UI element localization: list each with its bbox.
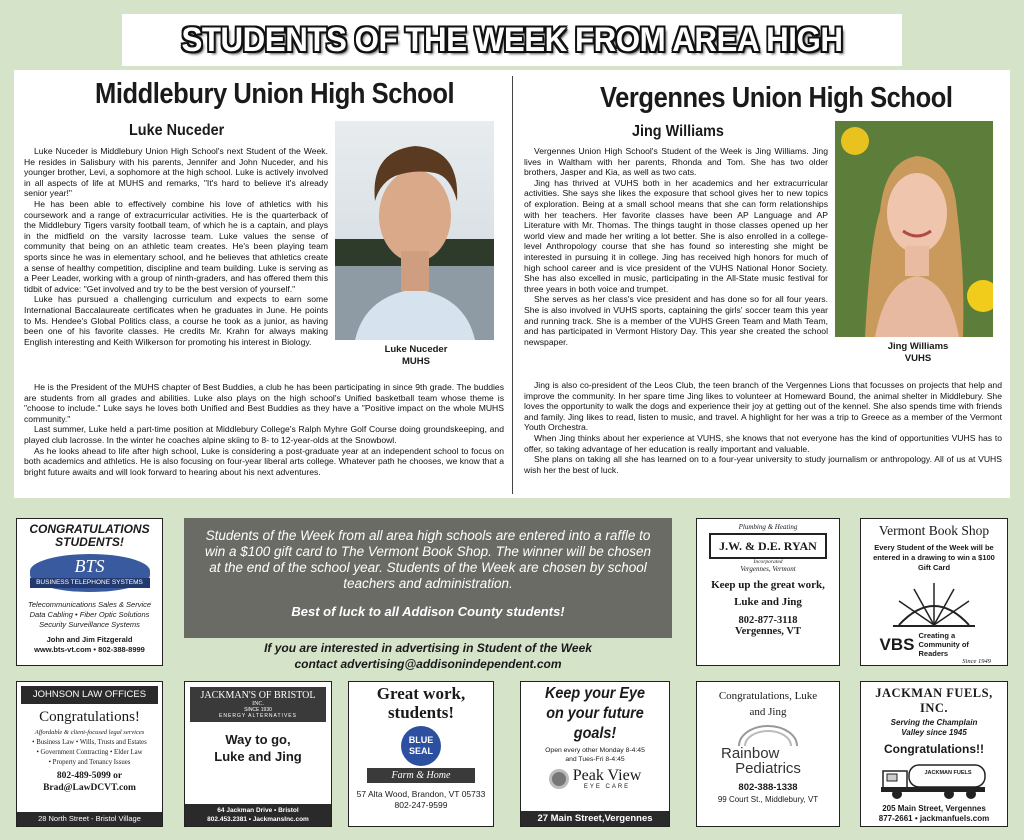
peakview-heading: Keep your Eye on your future goals! [544,685,646,742]
bts-logo-text: BTS [74,556,105,576]
rainbow-phone: 802-388-1338 [738,782,798,793]
blueseal-heading: Great work, students! [376,684,466,722]
peakview-address: 27 Main Street,Vergennes [521,811,669,826]
caption-name: Luke Nuceder [384,344,448,355]
rainbow-address: 99 Court St., Middlebury, VT [717,795,819,804]
advertising-note [184,640,672,672]
left-paragraph: As he looks ahead to life after high school, Luke is considering a post-graduate year at an independent school to focus on both academics and athletics. He is also focusing on four-year liberal arts college. Whatever path he chooses, we know that a bright future awaits and will look forward to hearing about his next adventures. [24,445,504,477]
advertising-line1: If you are interested in advertising in Student of the Week [264,641,592,655]
peakview-hours: and Tues-Fri 8-4:45 [565,756,625,763]
vbs-logo: VBS [879,634,915,654]
ryan-message: Keep up the great work, Luke and Jing [711,579,825,608]
luke-caption [360,344,472,368]
peakview-logo: Peak View [572,767,642,784]
raffle-box [184,518,672,638]
left-school-title: Middlebury Union High School [95,78,455,110]
ad-rainbow-pediatrics[interactable] [696,681,840,827]
bts-logo-sub: BUSINESS TELEPHONE SYSTEMS [30,578,150,588]
johnson-congrats: Congratulations! [39,709,140,725]
ryan-logo: J.W. & D.E. RYAN [709,533,827,559]
truck-label: JACKMAN FUELS [924,770,972,776]
left-paragraph: He has been able to effectively combine his love of athletics with his coursework and a range of extracurricular activities. He is the quarterback of the Middlebury Tigers varsity football team, of which he is a captain, and plays in the midfield on the varsity lacrosse team. Luke values the sense of community that being on an athletic team creates. He's been playing team sports since he was in elementary school, and he believes that athletics create a sense of healthy competition, discipline and team building. Luke is serving as a Peer Leader, working with a group of ninth-graders, and has offered them this tidbit of advice: "Get involved and try to be the best version of yourself." [24,198,328,294]
ad-jackman-fuels[interactable] [860,681,1008,827]
left-paragraph: Luke Nuceder is Middlebury Union High School's next Student of the Week. He resides in Salisbury with his parents, Jennifer and John Nuceder, and his younger brother, Levi, a sophomore at the high school. Luke is actively involved in all aspects of life at MUHS and remarks, "It's hard to believe it's already senior year!" [24,146,328,199]
right-paragraph: She plans on taking all she has learned on to a four-year university to study journalism or anthropology. All of us at VUHS wish her the best of luck. [524,454,1002,475]
left-article-top [24,146,328,347]
caption-school: VUHS [904,353,932,364]
bts-web[interactable]: www.bts-vt.com • 802-388-8999 [34,645,145,654]
right-article-top [524,146,828,347]
bts-service: Data Cabling • Fiber Optic Solutions [29,610,150,619]
rainbow-logo-2: Pediatrics [735,760,801,777]
jackmans-address: 64 Jackman Drive • Bristol [217,807,299,814]
ryan-town: Vergennes, VT [735,626,801,637]
ad-peak-view[interactable] [520,681,670,827]
peakview-sub: EYE CARE [583,784,631,790]
right-school-title: Vergennes Union High School [600,82,953,114]
bts-service: Telecommunications Sales & Service [27,600,152,609]
blueseal-logo: BLUE SEAL [401,726,441,766]
bts-service: Security Surveillance Systems [39,620,140,629]
ad-blue-seal[interactable] [348,681,494,827]
left-paragraph: He is the President of the MUHS chapter of Best Buddies, a club he has been participating in since 9th grade. The buddies are students from all grades and abilities. Luke also plays on the high school's Unified basketball team whose theme is "choose to include." Luke says he loves both Unified and Best Buddies as they have a "Positive impact on the whole MUHS community." [24,382,504,424]
jackmans-alt: ENERGY ALTERNATIVES [219,713,297,719]
fuels-title: JACKMAN FUELS, INC. [875,686,993,715]
jackmans-logo [190,687,326,722]
jackmans-inc: INC. [252,701,264,707]
vbs-since: Since 1949 [962,658,991,665]
fuels-address: 205 Main Street, Vergennes [882,804,986,813]
ryan-phone: 802-877-3118 [738,615,798,626]
ryan-arc-bottom: Vergennes, Vermont [740,565,796,573]
left-article-bottom [24,382,504,477]
rainbow-message: Congratulations, Luke and Jing [718,690,818,718]
column-divider [512,76,513,494]
right-paragraph: Jing has thrived at VUHS both in her academics and her extracurricular activities. She says she likes the exposure that school gives her to new topics of exploration. Being at a small school means that she can form relationships with her teachers. Her favorite classes have been AP Language and AP Literature with Mr. Thomas. The things taught in those classes opened up her world view and made her writing a lot better. She is also enrolled in a college-level Anthropology course that she has found so interesting she might be interested in pursuing it in college. Jing has received high honors for much of high school career and is vice president of the VUHS National Honor Society. She has also excelled in music, participating in the All-State music festival for three years in both voice and trumpet. [524,177,828,294]
ryan-arc-top: Plumbing & Heating [738,523,798,531]
ad-bts[interactable] [16,518,163,666]
left-paragraph: Luke has pursued a challenging curriculum and expects to earn some International Baccalaureate certificates when he graduates in June. He points to Ms. Hendee's Global Politics class, a course he took as a junior, as having been one of his favorite classes. He credits Mr. Krahn for always making English interesting and Keith Wilkerson for promoting his interest in Biology. [24,294,328,347]
jackmans-phone[interactable]: 802.453.2381 • JackmansInc.com [207,816,309,823]
raffle-text: Students of the Week from all area high schools are entered into a raffle to win a $100 gift card to The Vermont Book Shop. The winner will be chosen at the end of the school year. Students of the Week are chosen by school teachers and administration. [205,528,651,591]
eye-icon [549,769,569,789]
left-paragraph: Last summer, Luke held a part-time position at Middlebury College's Ralph Myhre Golf Course doing groundskeeping, and played club lacrosse. In the winter he coaches alpine skiing to 8- to 12-year-olds at the Snowbowl. [24,424,504,445]
bts-heading: CONGRATULATIONS STUDENTS! [29,522,150,549]
advertising-contact[interactable]: contact advertising@addisonindependent.com [294,657,562,671]
rainbow-icon [733,724,803,746]
ad-jackmans-of-bristol[interactable] [184,681,332,827]
right-paragraph: When Jing thinks about her experience at VUHS, she knows that not everyone has the kind of opportunities VUHS has to offer, so taking advantage of her education is really important and valuable. [524,432,1002,454]
fuels-congrats: Congratulations!! [884,742,984,756]
jing-photo [835,121,993,337]
johnson-subtitle: Affordable & client-focused legal services [34,729,145,736]
johnson-email[interactable]: Brad@LawDCVT.com [43,783,136,793]
fuels-subtitle: Serving the Champlain Valley since 1945 [890,718,978,737]
right-article-bottom [524,380,1002,475]
left-student-name: Luke Nuceder [129,122,225,139]
johnson-service: • Business Law • Wills, Trusts and Estates [32,739,147,746]
jackmans-message: Way to go, Luke and Jing [214,732,302,764]
caption-school: MUHS [402,356,430,367]
blueseal-address: 57 Alta Wood, Brandon, VT 05733 [356,789,486,799]
johnson-service: • Property and Tenancy Issues [48,759,131,766]
ad-johnson-law[interactable] [16,681,163,827]
right-paragraph: Jing is also co-president of the Leos Club, the teen branch of the Vergennes Lions that focusses on projects that help and improve the community. In her spare time Jing likes to volunteer at Homeward Bound, the animal shelter in Middlebury. She loves the opportunity to walk the dogs and experience their joy at getting out of the kennel. She also spends time with friends and family. Jing likes to read, listen to music, and travel. A highlight for her was a trip to Greece as a member of the Vermont Youth Orchestra. [524,380,1002,433]
jackmans-logo-text: JACKMAN'S OF BRISTOL [200,690,316,701]
banner-title: STUDENTS OF THE WEEK FROM AREA HIGH [181,21,843,59]
right-student-name: Jing Williams [632,123,724,140]
peakview-hours: Open every other Monday 8-4:45 [545,747,645,754]
luke-photo [335,121,494,340]
ad-vermont-book-shop[interactable] [860,518,1008,666]
right-paragraph: Vergennes Union High School's Student of the Week is Jing Williams. Jing lives in Waltham with her parents, Rhonda and Tom. She has two older brothers, Jasper and Kia, as well as two cats. [524,146,828,178]
johnson-phone: 802-489-5099 or [56,771,123,781]
vbs-tagline: Creating a Community of Readers [918,631,969,658]
caption-name: Jing Williams [887,341,949,352]
sunburst-icon [889,577,979,629]
raffle-best-wishes: Best of luck to all Addison County students! [291,604,565,619]
blueseal-phone: 802-247-9599 [394,800,448,810]
ad-ryan[interactable] [696,518,840,666]
fuel-truck-icon [879,759,989,801]
right-paragraph: She serves as her class's vice president and has done so for all four years. She is also involved in VUHS sports, captaining the girls' soccer team this year and running track. She is a member of the VUHS Green Team and Math Team, and has participated in Vermont History Day. This year she created the school newspaper. [524,294,828,347]
johnson-service: • Government Contracting • Elder Law [36,749,143,756]
blueseal-sub: Farm & Home [367,768,475,783]
johnson-header: JOHNSON LAW OFFICES [21,686,158,704]
jackmans-since: SINCE 1930 [244,707,272,713]
johnson-address: 28 North Street - Bristol Village [17,812,162,826]
rainbow-logo-1: Rainbow [721,745,780,762]
bts-logo [30,554,150,592]
ryan-inc: Incorporated [753,559,783,565]
page-banner [122,14,902,66]
vbs-message: Every Student of the Week will be entered in a drawing to win a $100 Gift Card [873,543,995,572]
bts-names: John and Jim Fitzgerald [46,635,133,644]
vbs-title: Vermont Book Shop [878,523,990,538]
fuels-phone[interactable]: 877-2661 • jackmanfuels.com [878,814,990,823]
jing-caption [862,341,974,365]
